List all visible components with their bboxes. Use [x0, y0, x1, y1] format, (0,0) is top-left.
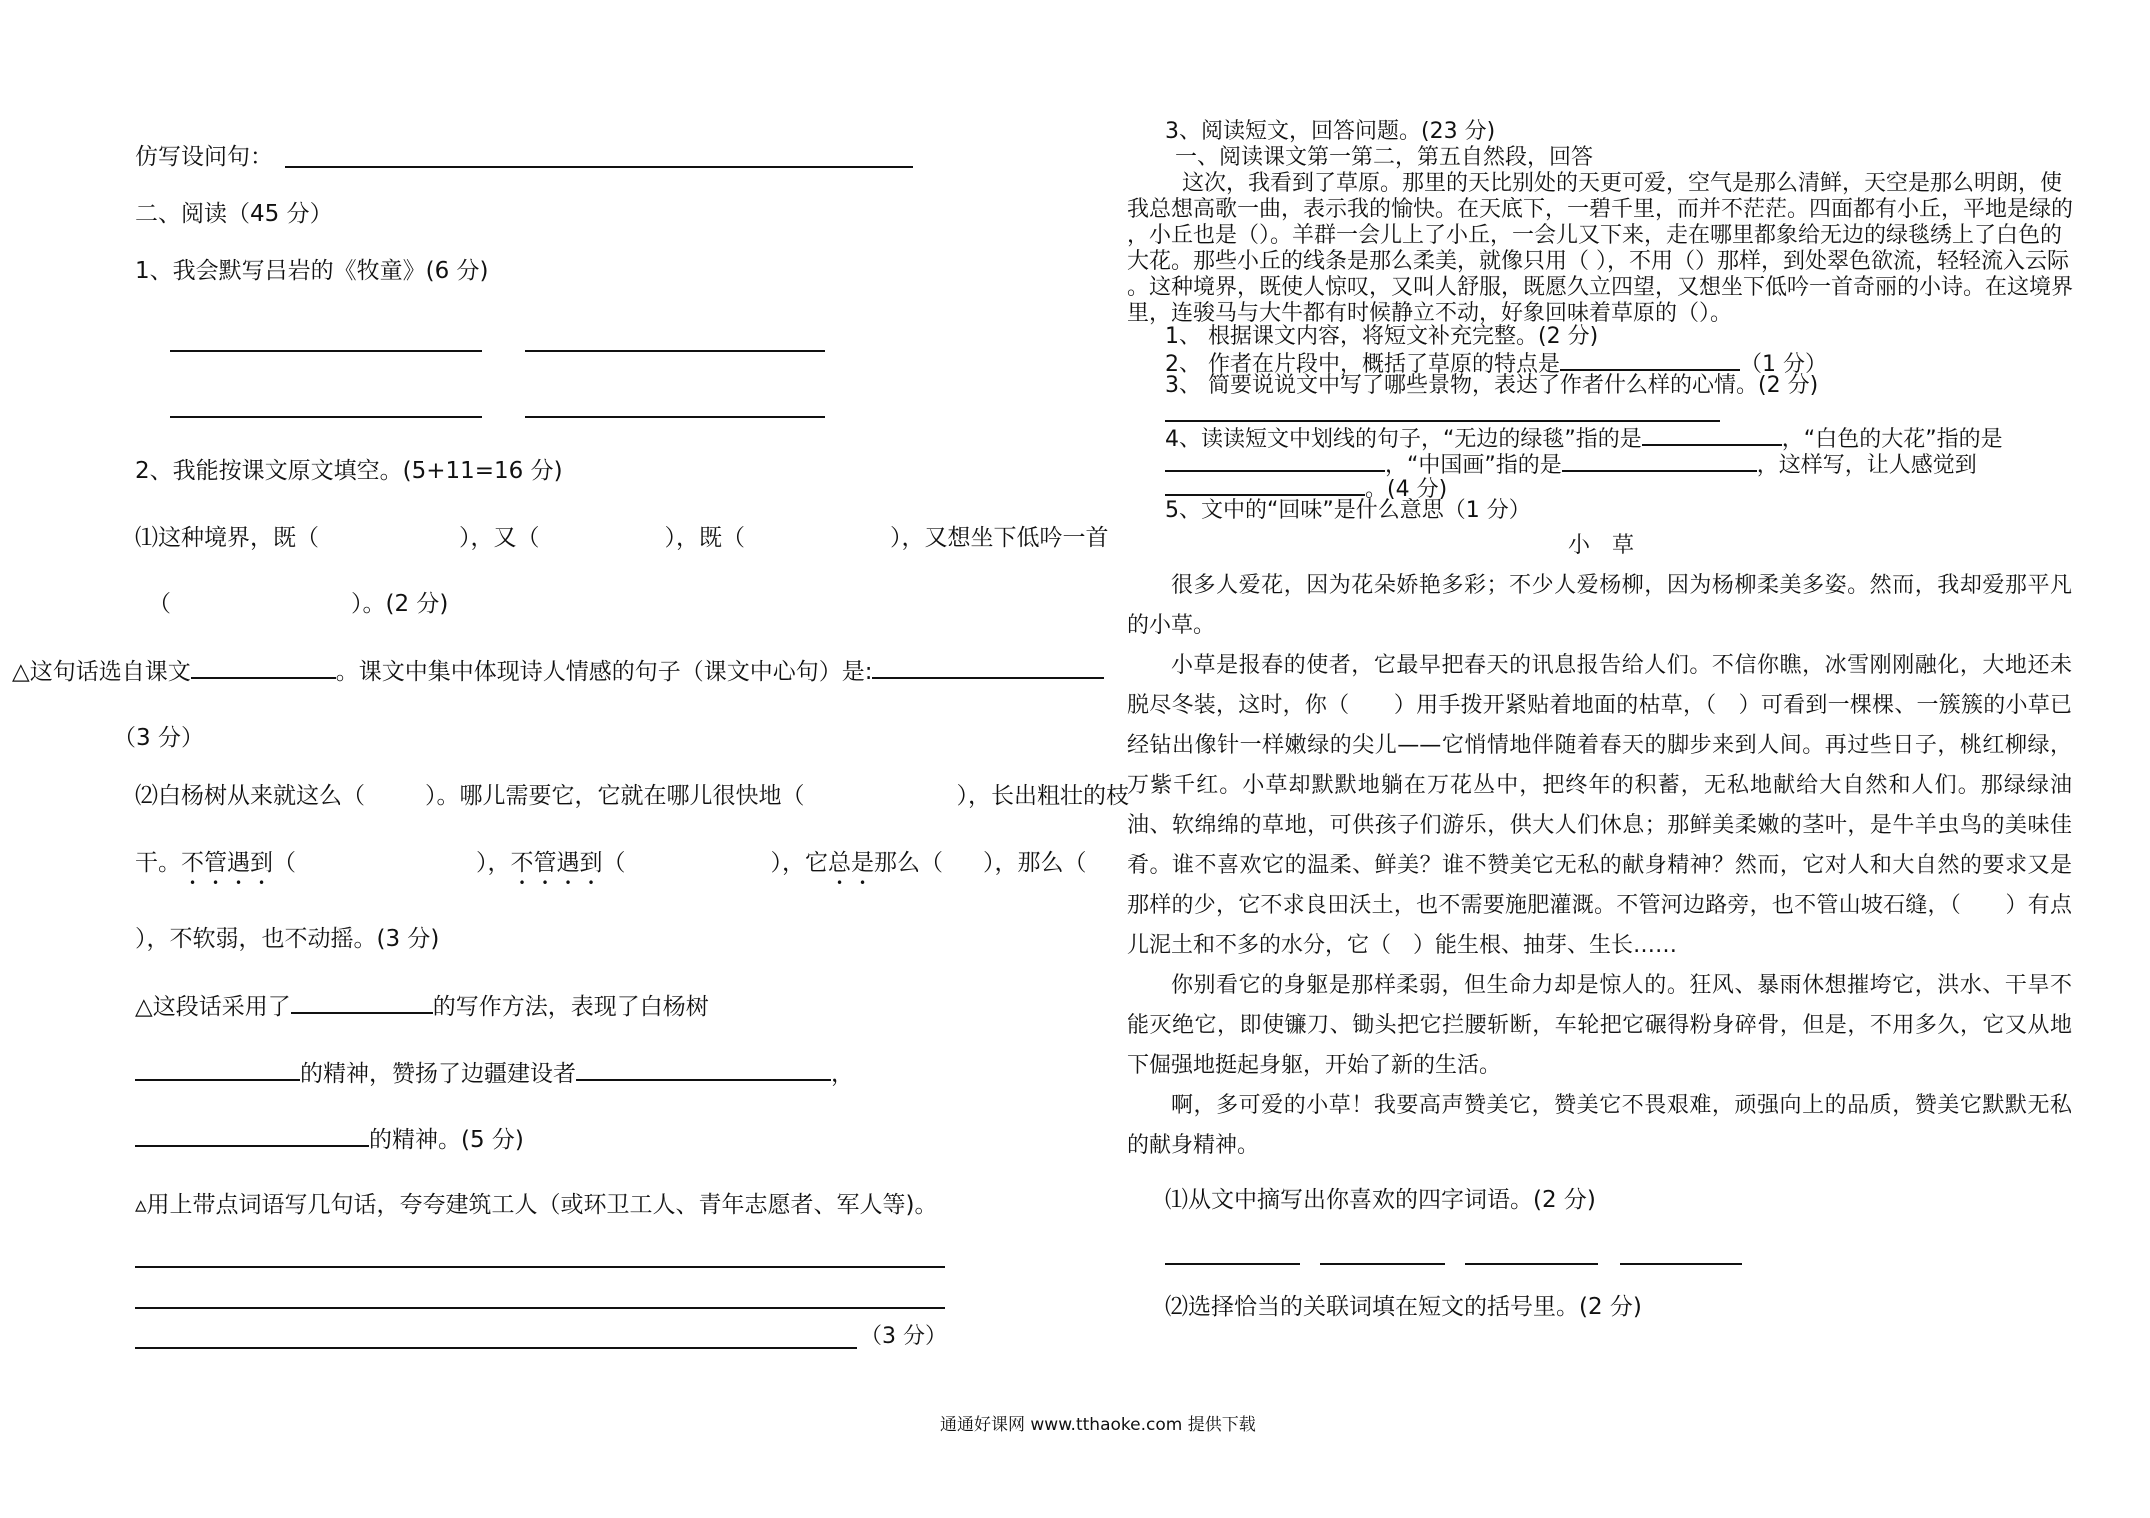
grassland-feature-blank[interactable] — [1560, 347, 1740, 371]
q2-note-3-score: （3 分） — [860, 1324, 947, 1349]
writing-line-2[interactable] — [135, 1307, 945, 1309]
poem-line-3[interactable] — [170, 416, 482, 418]
q2-note-2c: 的精神。(5 分) — [135, 1123, 524, 1155]
passage2-para2: 小草是报春的使者，它最早把春天的讯息报告给人们。不信你瞧，冰雪刚刚融化，大地还未脱尽冬装，这时，你（ ）用手拨开紧贴着地面的枯草，（ ）可看到一棵棵、一簇簇的小草已经钻出像针一样嫩绿的尖儿——它悄情地伴随着春天的脚步来到人间。再过些日子，桃红柳绿，万紫千红。小草却默默地躺在万花丛中，把终年的积蓄，无私地献给大自然和人们。那绿绿油油、软绵绵的草地，可供孩子们游乐，供大人们休息；那鲜美柔嫩的茎叶，是牛羊虫鸟的美味佳肴。谁不喜欢它的温柔、鲜美？谁不赞美它无私的献身精神？然而，它对人和大自然的要求又是那样的少，它不求良田沃土，也不需要施肥灌溉。不管河边路旁，也不管山坡石缝，（ ）有点儿泥土和不多的水分，它（ ）能生根、抽芽、生长…… — [1127, 653, 2072, 958]
question-3: 3、阅读短文，回答问题。(23 分) — [1165, 119, 1496, 144]
poem-line-4[interactable] — [525, 416, 825, 418]
imitation-answer-line[interactable] — [285, 166, 913, 168]
short-question-2: ⑵选择恰当的关联词填在短文的括号里。(2 分) — [1165, 1294, 1642, 1320]
q2-note-3: ▵用上带点词语写几句话，夸夸建筑工人（或环卫工人、青年志愿者、军人等)。 — [135, 1192, 938, 1218]
writing-line-3[interactable] — [135, 1347, 857, 1349]
question-1: 1、我会默写吕岩的《牧童》(6 分) — [135, 258, 489, 284]
passage1-line3: ，小丘也是（）。羊群一会儿上了小丘，一会儿又下来，走在哪里都象给无边的绿毯绣上了白色的 — [1127, 223, 2063, 248]
writing-line-1[interactable] — [135, 1266, 945, 1268]
q2-2-line1: ⑵白杨树从来就这么（ ）。哪儿需要它，它就在哪儿很快地（ ），长出粗壮的枝 — [135, 783, 1129, 809]
reading-q4: 4、读读短文中划线的句子，“无边的绿毯”指的是 ，“白色的大花”指的是 — [1165, 422, 2003, 454]
reading-q1: 1、 根据课文内容，将短文补充完整。(2 分) — [1165, 324, 1599, 349]
q2-1-line2: （ ）。(2 分) — [148, 591, 449, 617]
white-flower-blank[interactable] — [1165, 448, 1385, 472]
section-two-heading: 二、阅读（45 分） — [135, 201, 333, 227]
q2-2-line3: ），不软弱，也不动摇。(3 分) — [135, 926, 440, 952]
four-char-word-1[interactable] — [1165, 1263, 1300, 1265]
short-question-1: ⑴从文中摘写出你喜欢的四字词语。(2 分) — [1165, 1187, 1596, 1213]
tree-spirit-blank[interactable] — [135, 1057, 300, 1081]
reading-q4c: 。(4 分) — [1165, 472, 1447, 504]
q2-note-1-score: （3 分） — [113, 725, 204, 751]
passage1-line2: 我总想高歌一曲，表示我的愉快。在天底下，一碧千里，而并不茫茫。四面都有小丘，平地是绿的 — [1127, 197, 2074, 222]
q2-2-line2: 干。不管遇到（ ），不管遇到（ ），它总是那么（ ），那么（ — [135, 850, 1087, 876]
four-char-word-4[interactable] — [1620, 1263, 1742, 1265]
four-char-word-2[interactable] — [1320, 1263, 1445, 1265]
question-3-sub: 一、阅读课文第一第二，第五自然段，回答 — [1175, 145, 1594, 170]
four-char-word-3[interactable] — [1465, 1263, 1598, 1265]
reading-q3: 3、 简要说说文中写了哪些景物，表达了作者什么样的心情。(2 分) — [1165, 373, 1819, 398]
writing-method-blank[interactable] — [291, 990, 433, 1014]
passage1-line5: 。这种境界，既使人惊叹，又叫人舒服，既愿久立四望，又想坐下低吟一首奇丽的小诗。在这境界 — [1127, 275, 2074, 300]
passage2-title: 小 草 — [1568, 533, 1635, 558]
q2-1-line1: ⑴这种境界，既（ ），又（ ），既（ ），又想坐下低吟一首 — [135, 525, 1109, 551]
passage1-line1: 这次，我看到了草原。那里的天比别处的天更可爱，空气是那么清鲜，天空是那么明朗，使 — [1182, 171, 2063, 196]
poem-line-1[interactable] — [170, 350, 482, 352]
reading-q5: 5、文中的“回味”是什么意思（1 分） — [1165, 498, 1531, 523]
green-carpet-blank[interactable] — [1642, 422, 1782, 446]
passage1-line4: 大花。那些小丘的线条是那么柔美，就像只用（ ），不用（）那样，到处翠色欲流，轻轻流入云际 — [1127, 249, 2069, 274]
q2-note-2b: 的精神，赞扬了边疆建设者 ， — [135, 1057, 854, 1089]
passage2-para3: 你别看它的身躯是那样柔弱，但生命力却是惊人的。狂风、暴雨休想摧垮它，洪水、干旱不能灭绝它，即使镰刀、锄头把它拦腰斩断，车轮把它碾得粉身碎骨，但是，不用多久，它又从地下倔强地挺起身躯，开始了新的生活。 — [1127, 973, 2072, 1078]
q2-note-2: △这段话采用了 的写作方法，表现了白杨树 — [135, 990, 709, 1022]
chinese-painting-blank[interactable] — [1562, 448, 1757, 472]
source-text-blank[interactable] — [191, 655, 336, 679]
reading-q2: 2、 作者在片段中，概括了草原的特点是 （1 分） — [1165, 347, 1827, 379]
builder-spirit-blank[interactable] — [576, 1057, 831, 1081]
passage2-para1: 很多人爱花，因为花朵娇艳多彩；不少人爱杨柳，因为杨柳柔美多姿。然而，我却爱那平凡的小草。 — [1127, 573, 2072, 638]
question-2: 2、我能按课文原文填空。(5+11=16 分) — [135, 458, 563, 484]
feeling-blank[interactable] — [1165, 472, 1365, 496]
passage2-para4: 啊，多可爱的小草！我要高声赞美它，赞美它不畏艰难，顽强向上的品质，赞美它默默无私的献身精神。 — [1127, 1093, 2072, 1158]
imitation-label: 仿写设问句： — [135, 144, 273, 170]
spirit-blank-2[interactable] — [135, 1123, 369, 1147]
reading-q4b: ，“中国画”指的是 ，这样写，让人感觉到 — [1165, 448, 1977, 480]
footer-source: 通通好课网 www.tthaoke.com 提供下载 — [940, 1415, 1256, 1435]
passage1-line6: 里，连骏马与大牛都有时候静立不动，好象回味着草原的（）。 — [1127, 301, 1733, 326]
q2-note-1: △这句话选自课文 。课文中集中体现诗人情感的句子（课文中心句）是: — [12, 655, 1104, 687]
central-sentence-blank[interactable] — [872, 655, 1104, 679]
poem-line-2[interactable] — [525, 350, 825, 352]
